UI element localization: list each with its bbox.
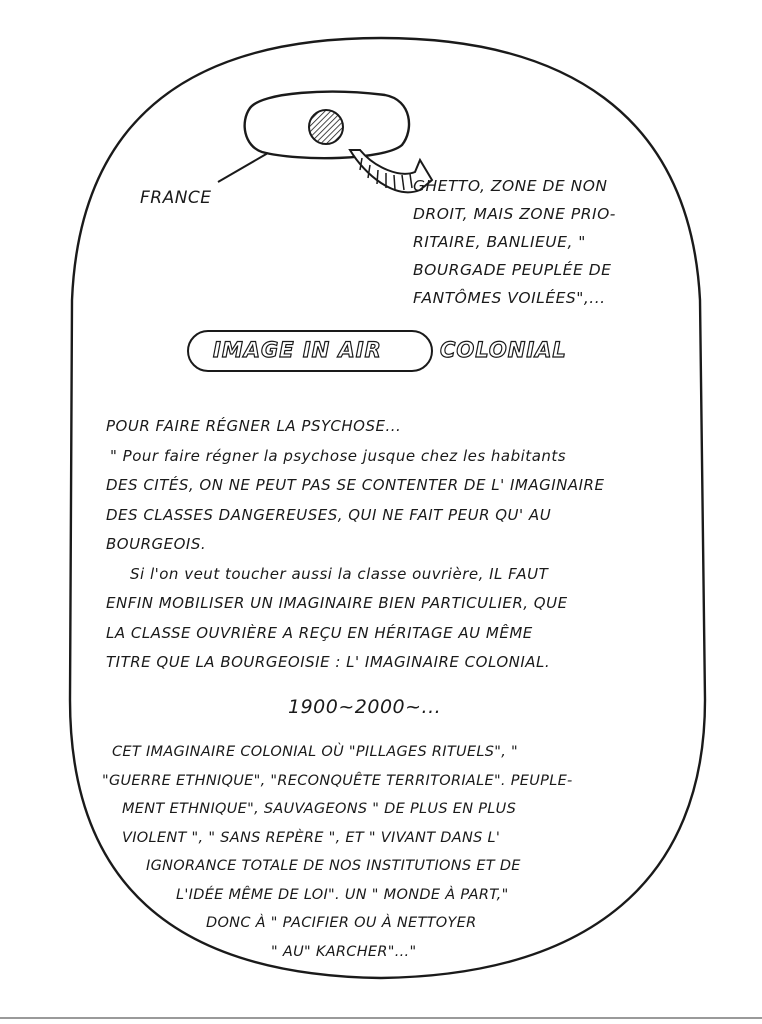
paragraph-line: VIOLENT ", " SANS REPÈRE ", ET " VIVANT DANS L' [122,829,501,846]
ghetto-caption [413,172,616,312]
paragraph-line: MENT ETHNIQUE", SAUVAGEONS " DE PLUS EN PLUS [122,801,517,817]
paragraph-2 [96,738,686,966]
paragraph-line: "GUERRE ETHNIQUE", "RECONQUÊTE TERRITORIALE". PEUPLE- [102,772,573,789]
paragraph-line: DONC À " PACIFIER OU À NETTOYER [206,915,477,931]
france-pointer-line [218,153,268,182]
hatched-circle [309,110,343,144]
paragraph-line: IGNORANCE TOTALE DE NOS INSTITUTIONS ET DE [146,858,521,874]
body-text [106,412,604,678]
body-line: TITRE QUE LA BOURGEOISIE : L' IMAGINAIRE COLONIAL. [106,653,551,671]
body-line: DES CLASSES DANGEREUSES, QUI NE FAIT PEUR QU' AU [106,505,552,524]
body-line: POUR FAIRE RÉGNER LA PSYCHOSE... [106,417,402,435]
ghetto-line: BOURGADE PEUPLÉE DE [413,261,612,279]
years-heading: 1900~2000~... [288,696,442,718]
body-line: BOURGEOIS. [106,535,207,553]
ghetto-line: FANTÔMES VOILÉES",... [413,289,606,307]
paragraph-line: CET IMAGINAIRE COLONIAL OÙ "PILLAGES RITUELS", " [112,744,519,760]
body-line: " Pour faire régner la psychose jusque chez les habitants [110,446,567,465]
body-line: DES CITÉS, ON NE PEUT PAS SE CONTENTER DE L' IMAGINAIRE [106,476,605,494]
body-line: Si l'on veut toucher aussi la classe ouvrière, IL FAUT [130,564,549,583]
ghetto-line: RITAIRE, BANLIEUE, " [413,233,586,251]
ghetto-line: DROIT, MAIS ZONE PRIO- [413,205,616,223]
paragraph-line: L'IDÉE MÊME DE LOI". UN " MONDE À PART," [176,886,509,903]
paragraph-line: " AU" KARCHER"..." [271,943,417,960]
body-line: LA CLASSE OUVRIÈRE A REÇU EN HÉRITAGE AU MÊME [106,623,533,642]
france-label: FRANCE [140,188,212,208]
ghetto-line: GHETTO, ZONE DE NON [413,177,608,195]
body-line: ENFIN MOBILISER UN IMAGINAIRE BIEN PARTICULIER, QUE [106,594,568,612]
title-part-2: COLONIAL [440,338,567,362]
title-part-1: IMAGE IN AIR [213,338,382,362]
